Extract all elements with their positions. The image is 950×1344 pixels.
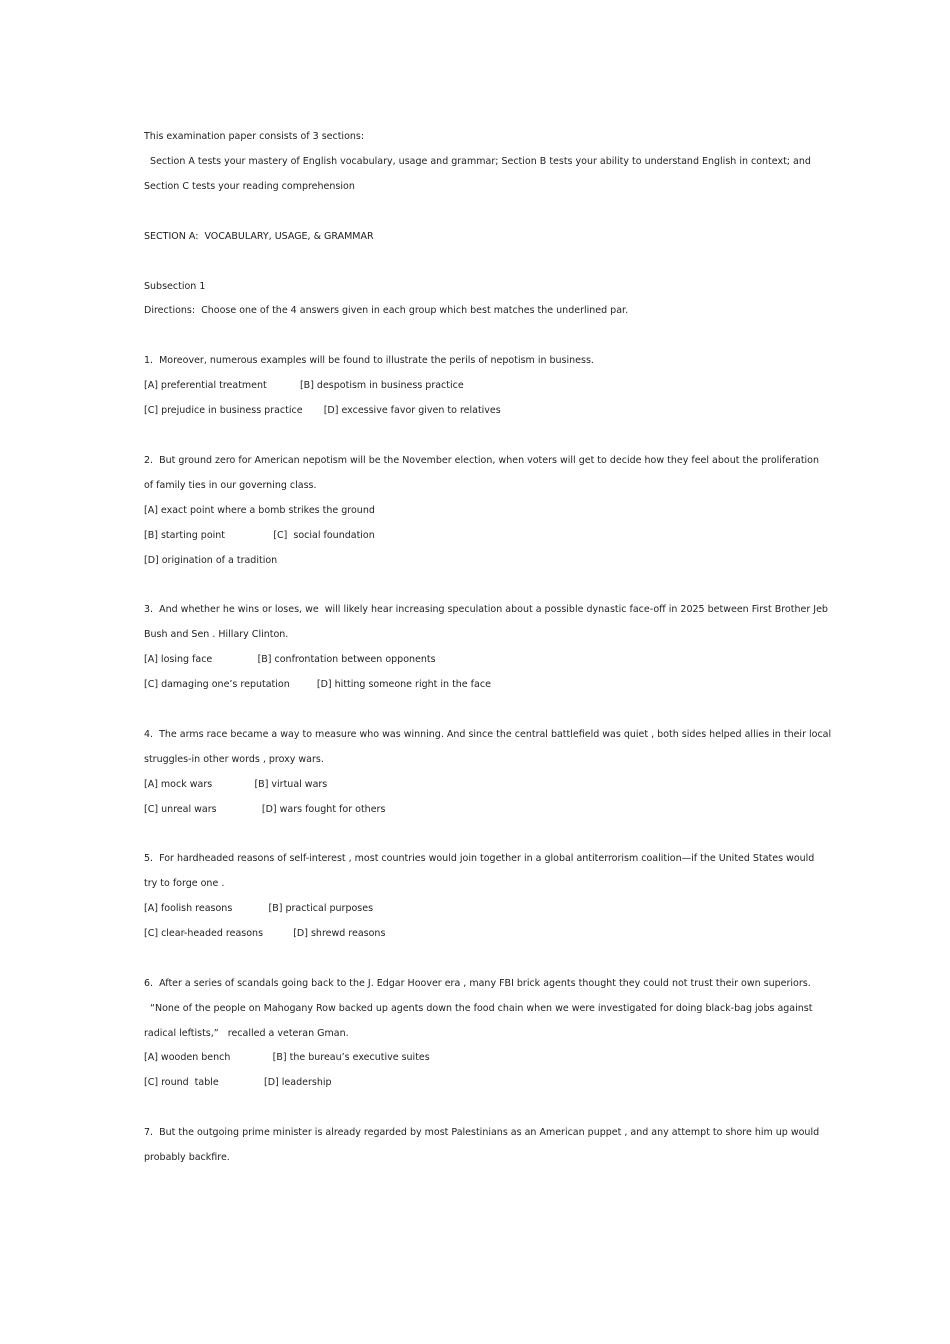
section-title: SECTION A: VOCABULARY, USAGE, & GRAMMAR <box>144 231 374 242</box>
question-3-text: Bush and Sen . Hillary Clinton. <box>144 629 289 640</box>
question-1-text: 1. Moreover, numerous examples will be found to illustrate the perils of nepotism in business. <box>144 355 594 366</box>
question-6-text: radical leftists,” recalled a veteran Gman. <box>144 1028 349 1039</box>
question-4-options: [A] mock wars [B] virtual wars <box>144 779 328 790</box>
question-3-text: 3. And whether he wins or loses, we will likely hear increasing speculation about a possible dynastic face-off in 2025 between First Brother Jeb <box>144 604 828 615</box>
question-6-options: [C] round table [D] leadership <box>144 1077 332 1088</box>
directions: Directions: Choose one of the 4 answers given in each group which best matches the underlined par. <box>144 305 629 316</box>
subsection-title: Subsection 1 <box>144 281 206 292</box>
question-5-text: 5. For hardheaded reasons of self-interest , most countries would join together in a global antiterrorism coalition—if the United States would <box>144 853 815 864</box>
question-4-options: [C] unreal wars [D] wars fought for others <box>144 804 386 815</box>
question-2-text: of family ties in our governing class. <box>144 480 317 491</box>
question-2-options: [B] starting point [C] social foundation <box>144 530 375 541</box>
question-7-text: 7. But the outgoing prime minister is already regarded by most Palestinians as an American puppet , and any attempt to shore him up would <box>144 1127 820 1138</box>
question-5-options: [A] foolish reasons [B] practical purposes <box>144 903 374 914</box>
intro-line: This examination paper consists of 3 sections: <box>144 131 365 142</box>
question-6-text: “None of the people on Mahogany Row backed up agents down the food chain when we were investigated for doing black-bag jobs against <box>144 1003 813 1014</box>
intro-line: Section C tests your reading comprehension <box>144 181 355 192</box>
question-2-options: [A] exact point where a bomb strikes the ground <box>144 505 375 516</box>
question-6-options: [A] wooden bench [B] the bureau’s executive suites <box>144 1052 430 1063</box>
intro-line: Section A tests your mastery of English vocabulary, usage and grammar; Section B tests your ability to understand English in context; and <box>144 156 811 167</box>
question-3-options: [A] losing face [B] confrontation between opponents <box>144 654 436 665</box>
question-5-options: [C] clear-headed reasons [D] shrewd reasons <box>144 928 386 939</box>
question-3-options: [C] damaging one’s reputation [D] hitting someone right in the face <box>144 679 491 690</box>
question-5-text: try to forge one . <box>144 878 225 889</box>
question-1-options: [C] prejudice in business practice [D] excessive favor given to relatives <box>144 405 501 416</box>
question-1-options: [A] preferential treatment [B] despotism in business practice <box>144 380 464 391</box>
question-2-text: 2. But ground zero for American nepotism will be the November election, when voters will get to decide how they feel about the proliferation <box>144 455 820 466</box>
question-4-text: 4. The arms race became a way to measure who was winning. And since the central battlefield was quiet , both sides helped allies in their local <box>144 729 832 740</box>
question-2-options: [D] origination of a tradition <box>144 555 278 566</box>
question-4-text: struggles-in other words , proxy wars. <box>144 754 324 765</box>
question-7-text: probably backfire. <box>144 1152 230 1163</box>
question-6-text: 6. After a series of scandals going back to the J. Edgar Hoover era , many FBI brick agents thought they could not trust their own superiors. <box>144 978 811 989</box>
